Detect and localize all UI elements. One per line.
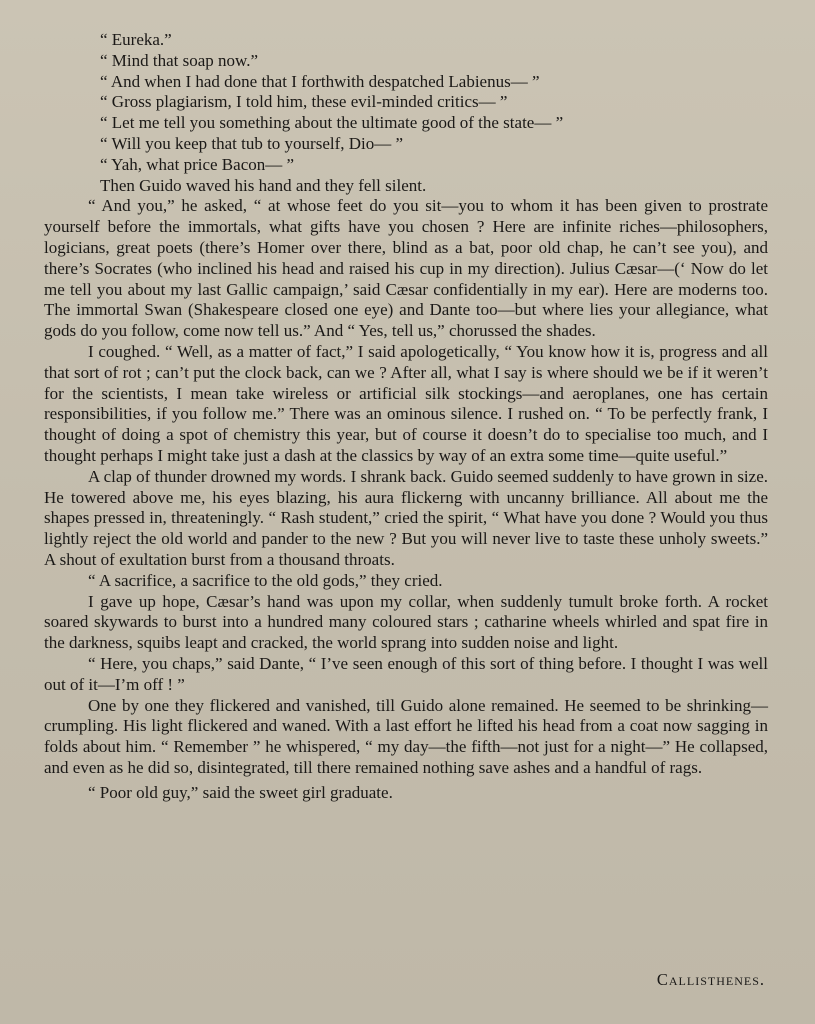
paragraph: I gave up hope, Cæsar’s hand was upon my collar, when suddenly tumult broke forth. A rocket soared skywards to burst into a hundred many coloured stars ; catharine wheels whirled and spat fire in the darkness, squibs leapt and cracked, the world sprang into sudden noise and light. <box>44 591 768 653</box>
paragraph: “ And you,” he asked, “ at whose feet do you sit—you to whom it has been given to prostrate yourself before the immortals, what gifts have you chosen ? Here are infinite riches—philosophers, logicians, great poets (there’s Homer over there, blind as a bat, poor old chap, he can’t see you), and there’s Socrates (who inclined his head and raised his cup in my direction). Julius Cæsar—(‘ Now do let me tell you about my last Gallic campaign,’ said Cæsar confidentially in my ear). Here are moderns too. The immortal Swan (Shakespeare closed one eye) and Dante too—but where lies your allegiance, what gods do you follow, come now tell us.” And “ Yes, tell us,” chorussed the shades. <box>44 196 768 341</box>
dialogue-line: “ Mind that soap now.” <box>100 50 259 70</box>
paragraph: “ A sacrifice, a sacrifice to the old gods,” they cried. <box>88 570 443 590</box>
dialogue-line: “ Yah, what price Bacon— ” <box>100 154 295 174</box>
dialogue-line: “ Will you keep that tub to yourself, Dio— ” <box>100 133 404 153</box>
paragraph: A clap of thunder drowned my words. I shrank back. Guido seemed suddenly to have grown in size. He towered above me, his eyes blazing, his aura flickerng with uncanny brilliance. All about me the shapes pressed in, threateningly. “ Rash student,” cried the spirit, “ What have you done ? Would you thus lightly reject the old world and pander to the new ? But you will never live to taste these unholy sweets.” A shout of exultation burst from a thousand throats. <box>44 466 768 569</box>
dialogue-line: “ Eureka.” <box>100 30 172 49</box>
closing-line: “ Poor old guy,” said the sweet girl graduate. <box>88 782 393 802</box>
page-text <box>44 30 768 803</box>
paragraph: One by one they flickered and vanished, till Guido alone remained. He seemed to be shrinking—crumpling. His light flickered and waned. With a last effort he lifted his head from a coat now sagging in folds about him. “ Remember ” he whispered, “ my day—the fifth—not just for a night—” He collapsed, and even as he did so, disintegrated, till there remained nothing save ashes and a handful of rags. <box>44 695 768 777</box>
dialogue-line: “ Gross plagiarism, I told him, these evil-minded critics— ” <box>100 92 508 112</box>
paragraph: “ Here, you chaps,” said Dante, “ I’ve seen enough of this sort of thing before. I thought I was well out of it—I’m off ! ” <box>44 653 768 694</box>
dialogue-line: “ And when I had done that I forthwith despatched Labienus— ” <box>100 71 540 91</box>
dialogue-line: “ Let me tell you something about the ultimate good of the state— ” <box>100 113 564 133</box>
paragraph: I coughed. “ Well, as a matter of fact,” I said apologetically, “ You know how it is, progress and all that sort of rot ; can’t put the clock back, can we ? After all, what I say is where should we be if it weren’t for the scientists, I mean take wireless or artificial silk stockings—and aeroplanes, one has certain responsibilities, if you follow me.” There was an ominous silence. I rushed on. “ To be perfectly frank, I thought of doing a spot of chemistry this year, but of course it doesn’t do to specialise too much, and I thought perhaps I might take just a dash at the classics by way of an extra some time—quite useful.” <box>44 341 768 465</box>
narration-line: Then Guido waved his hand and they fell silent. <box>100 175 427 195</box>
signature: Callisthenes. <box>656 970 765 989</box>
